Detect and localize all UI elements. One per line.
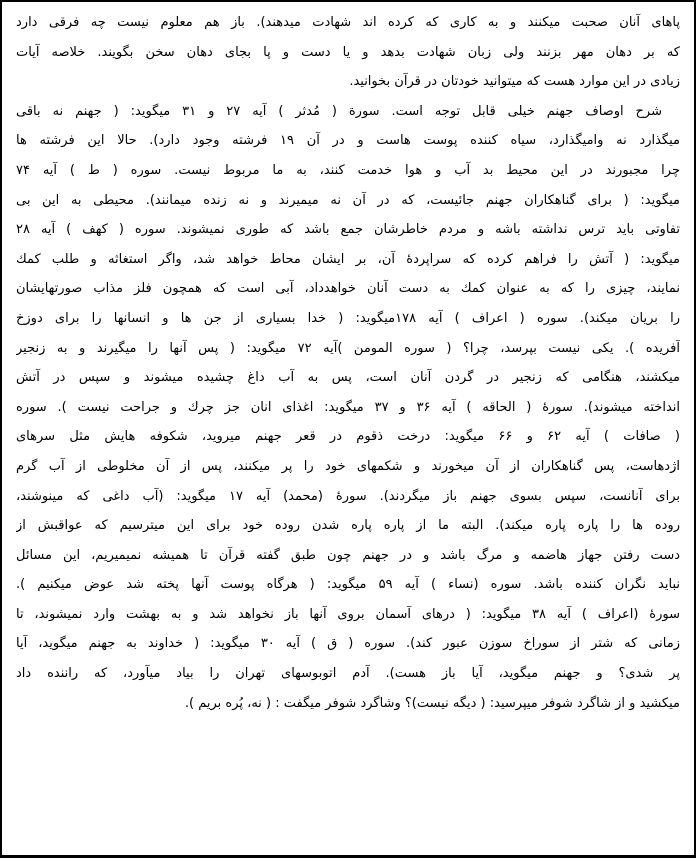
- text-line: روده ها را پاره پاره میکند). البته ما از پاره پاره شدن روده خود برای این میترسیم که عواقبش از: [16, 518, 680, 534]
- text-line: نباید نگران کننده باشد. سوره (نساء ) آیه ۵۹ میگوید: ( هرگاه پوست آنها پخته شد عوض میکنیم ).: [16, 577, 680, 593]
- text-line: انداخته میشوند). سورهٔ ( الحاقه ) آیه ۳۶ و ۳۷ میگوید: اغذای انان جز چرك و جراحت نیست ). سوره: [16, 399, 680, 415]
- text-line: میگوید: ( آتش را فراهم کرده که سراپردهٔ آن، بر ایشان محاط خواهد شد، واگر استغاثه و طلب کمك: [16, 251, 680, 267]
- text-line: میگوید: ( برای گناهکاران جهنم جائیست، که در آن نه میمیرند و نه زنده میمانند). محیطی به این بی: [16, 192, 680, 208]
- text-line: را بریان میکند). سوره ( اعراف ) آیه ۱۷۸میگوید: ( خدا بسیاری از جن ها و انسانها را برای دوزخ: [16, 310, 680, 326]
- text-line: ( صافات ) آیه ۶۲ و ۶۶ میگوید: درخت ذقوم در قعر جهنم میروید، شکوفه هایش مثل سرهای: [16, 429, 680, 445]
- text-line: سورهٔ (اعراف ) آیه ۳۸ میگوید: ( درهای آسمان بروی آنها باز نخواهد شد و به بهشت وارد نمیشوند، تا: [16, 606, 680, 622]
- text-line: شرح اوصاف جهنم خیلی قابل توجه است. سورة ( مُدثر ) آیه ۲۷ و ۳۱ میگوید: ( جهنم نه باقی: [16, 103, 662, 119]
- text-line: پر شدی؟ و جهنم میگوید، آیا باز هست). آدم اتوبوسهای تهران را بیاد میآورد، که راننده داد: [16, 666, 680, 682]
- text-line: اژدهاست، پس گناهکاران از آن میخورند و شکمهای خود را پر میکنند، پس از آن مخلوطی از آب گرم: [16, 458, 680, 474]
- text-line: زمانی که شتر از سوراخ سوزن عبور کند). سوره ( ق ) آیه ۳۰ میگوید: ( خداوند به جهنم میگوید، آیا: [16, 636, 680, 652]
- text-line: میکشند، هنگامی که زنجیر در گردن آنان است، پس به آب داغ چشیده میشوند و سپس در آتش: [16, 370, 680, 386]
- text-line: که بر دهان مهر بزنند ولی زبان شهادت بدهد و یا دست و پا بجای دهان سخن بگویند. خلاصه آیات: [16, 44, 680, 60]
- text-line: زیادی در این موارد هست که میتوانید خودتان در قرآن بخوانید.: [349, 74, 680, 90]
- text-line: برای آنانست، سپس بسوی جهنم باز میگردند). سورهٔ (محمد) آیه ۱۷ میگوید: (آب داغی که مینوشند،: [16, 488, 680, 504]
- text-line: میکشید و از شاگرد شوفر میپرسید: ( دیگه نیست)؟ وشاگرد شوفر میگفت : ( نه، پُره بریم ).: [184, 695, 680, 711]
- text-line: میگذارد نه وامیگذارد، سیاه کننده پوست هاست و در آن ۱۹ فرشته وجود دارد). حالا این فرشته ها: [16, 133, 680, 149]
- text-line: چرا مجبورند در این محیط بد آب و هوا خدمت کنند، به ما مربوط نیست. سوره ( ط ) آیه ۷۴: [16, 162, 680, 178]
- document-body: [16, 8, 680, 718]
- text-line: دست رفتن جهاز هاضمه و مرگ باشد و در جهنم چون طبق گفته قرآن تا همیشه نمیمیریم، این مسائل: [16, 547, 680, 563]
- text-line: تفاوتی باید ترس نداشته باشه و مردم خاطرشان جمع باشد که طوری نمیشوند. سوره ( کهف ) آیه ۲۸: [16, 222, 680, 238]
- text-line: نمایند، چیزی را که به عنوان کمك به دست آنان خواهدداد، آبی است که همچون فلز مذاب صورتهایشان: [16, 281, 680, 297]
- text-line: پاهای آنان صحبت میکنند و به کاری که کرده اند شهادت میدهند). باز هم معلوم نیست چه فرقی دارد: [16, 15, 680, 30]
- text-line: آفریده ). یکی نیست بپرسد، چرا؟ ( سوره المومن )آیه ۷۲ میگوید: ( پس آنها را میگیرند و به زنجیر: [16, 340, 680, 356]
